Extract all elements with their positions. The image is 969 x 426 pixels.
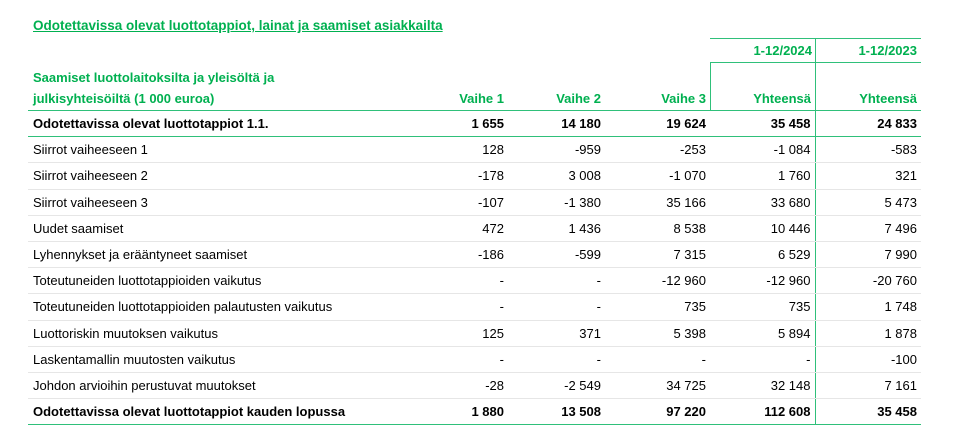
cell-value: -: [508, 268, 605, 294]
column-header-total-2023: Yhteensä: [859, 91, 917, 106]
cell-value: 371: [508, 320, 605, 346]
table-title: Odotettavissa olevat luottotappiot, lainat ja saamiset asiakkailta: [33, 18, 443, 33]
cell-value: 19 624: [605, 111, 710, 137]
row-label: Siirrot vaiheeseen 3: [28, 189, 430, 215]
cell-value: -186: [430, 241, 508, 267]
cell-value: -: [430, 268, 508, 294]
table-row: [28, 268, 921, 294]
cell-value: -178: [430, 163, 508, 189]
row-label: Siirrot vaiheeseen 2: [28, 163, 430, 189]
cell-value: 125: [430, 320, 508, 346]
row-label: Toteutuneiden luottotappioiden palautusten vaikutus: [28, 294, 430, 320]
cell-value: -1 084: [710, 137, 815, 163]
cell-value: 1 748: [815, 294, 921, 320]
cell-value: -107: [430, 189, 508, 215]
cell-value: 735: [605, 294, 710, 320]
cell-value: 6 529: [710, 241, 815, 267]
column-header-vaihe-3: Vaihe 3: [661, 91, 706, 106]
table-row: [28, 346, 921, 372]
cell-value: -959: [508, 137, 605, 163]
cell-value: -12 960: [605, 268, 710, 294]
row-label: Laskentamallin muutosten vaikutus: [28, 346, 430, 372]
cell-value: 14 180: [508, 111, 605, 137]
cell-value: -: [508, 294, 605, 320]
cell-value: 24 833: [815, 111, 921, 137]
cell-value: 33 680: [710, 189, 815, 215]
table-row: [28, 137, 921, 163]
period-2023: 1-12/2023: [858, 43, 917, 58]
cell-value: 7 990: [815, 241, 921, 267]
column-header-vaihe-1: Vaihe 1: [459, 91, 504, 106]
cell-value: 5 398: [605, 320, 710, 346]
cell-value: 35 458: [710, 111, 815, 137]
column-header-vaihe-2: Vaihe 2: [556, 91, 601, 106]
cell-value: 1 655: [430, 111, 508, 137]
row-label: Odotettavissa olevat luottotappiot 1.1.: [28, 111, 430, 137]
cell-value: 128: [430, 137, 508, 163]
row-label: Odotettavissa olevat luottotappiot kauden lopussa: [28, 399, 430, 425]
cell-value: 13 508: [508, 399, 605, 425]
cell-value: -599: [508, 241, 605, 267]
cell-value: -: [508, 346, 605, 372]
cell-value: 7 315: [605, 241, 710, 267]
section-label: Saamiset luottolaitoksilta ja yleisöltä ja julkisyhteisöiltä (1 000 euroa): [33, 70, 275, 106]
cell-value: -1 380: [508, 189, 605, 215]
cell-value: 34 725: [605, 372, 710, 398]
cell-value: -2 549: [508, 372, 605, 398]
cell-value: 1 760: [710, 163, 815, 189]
credit-loss-table: [28, 110, 921, 425]
cell-value: 7 496: [815, 215, 921, 241]
row-label: Luottoriskin muutoksen vaikutus: [28, 320, 430, 346]
period-2024: 1-12/2024: [753, 43, 812, 58]
cell-value: 32 148: [710, 372, 815, 398]
table-row: [28, 294, 921, 320]
row-label: Lyhennykset ja erääntyneet saamiset: [28, 241, 430, 267]
table-row: [28, 320, 921, 346]
row-label: Johdon arvioihin perustuvat muutokset: [28, 372, 430, 398]
cell-value: 7 161: [815, 372, 921, 398]
cell-value: -583: [815, 137, 921, 163]
cell-value: 1 878: [815, 320, 921, 346]
row-label: Siirrot vaiheeseen 1: [28, 137, 430, 163]
cell-value: -: [430, 346, 508, 372]
cell-value: 735: [710, 294, 815, 320]
table-row: [28, 163, 921, 189]
cell-value: 3 008: [508, 163, 605, 189]
cell-value: 8 538: [605, 215, 710, 241]
cell-value: 97 220: [605, 399, 710, 425]
cell-value: -28: [430, 372, 508, 398]
cell-value: 35 166: [605, 189, 710, 215]
cell-value: 1 880: [430, 399, 508, 425]
total-column-divider-upper: [710, 62, 711, 110]
table-row: [28, 111, 921, 137]
cell-value: 472: [430, 215, 508, 241]
table-row: [28, 399, 921, 425]
cell-value: -: [430, 294, 508, 320]
row-label: Uudet saamiset: [28, 215, 430, 241]
cell-value: 1 436: [508, 215, 605, 241]
cell-value: -1 070: [605, 163, 710, 189]
cell-value: 35 458: [815, 399, 921, 425]
cell-value: 321: [815, 163, 921, 189]
table-row: [28, 372, 921, 398]
table-row: [28, 241, 921, 267]
cell-value: -: [605, 346, 710, 372]
cell-value: -253: [605, 137, 710, 163]
cell-value: 10 446: [710, 215, 815, 241]
cell-value: -100: [815, 346, 921, 372]
row-label: Toteutuneiden luottotappioiden vaikutus: [28, 268, 430, 294]
table-row: [28, 189, 921, 215]
cell-value: 5 894: [710, 320, 815, 346]
column-header-total-2024: Yhteensä: [753, 91, 811, 106]
cell-value: -: [710, 346, 815, 372]
cell-value: -20 760: [815, 268, 921, 294]
cell-value: 5 473: [815, 189, 921, 215]
cell-value: -12 960: [710, 268, 815, 294]
cell-value: 112 608: [710, 399, 815, 425]
table-row: [28, 215, 921, 241]
